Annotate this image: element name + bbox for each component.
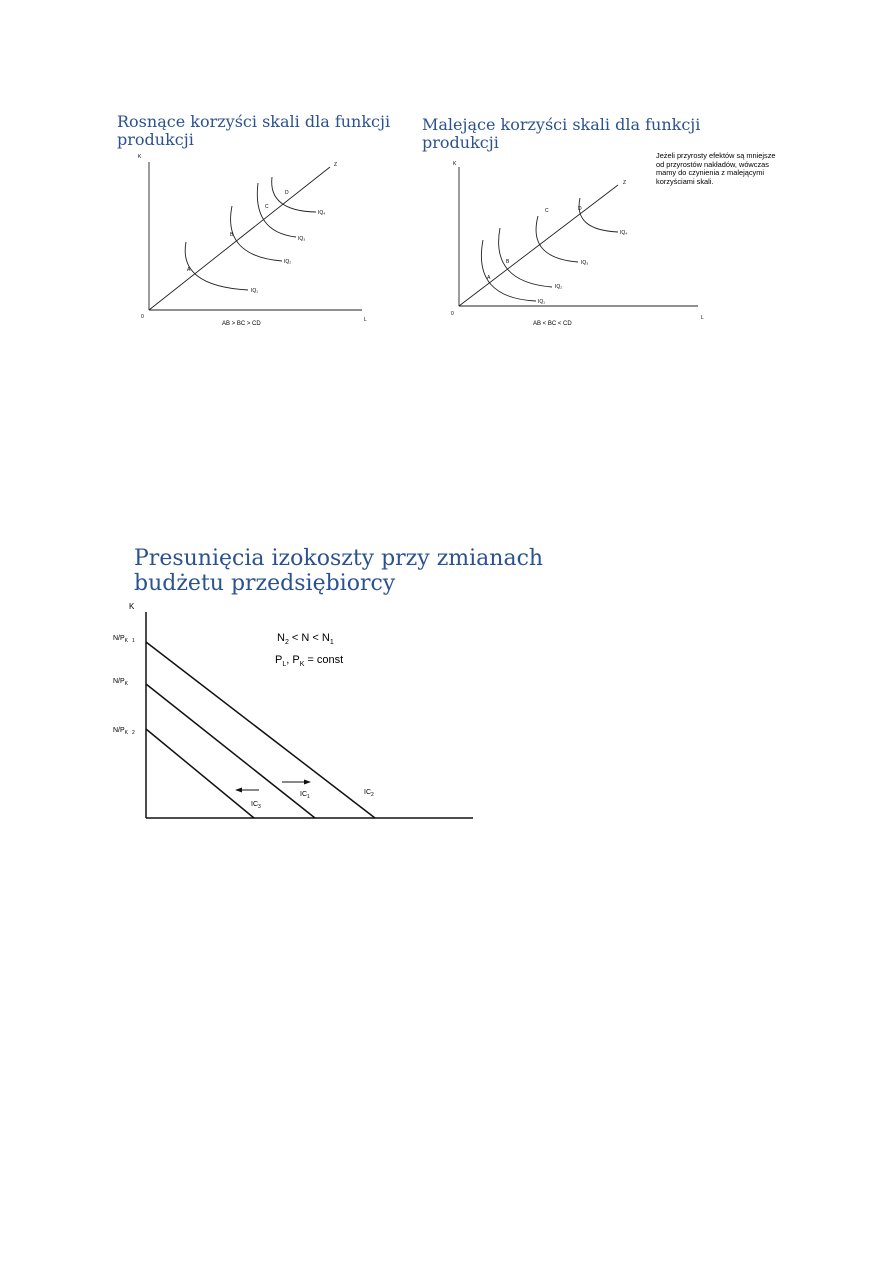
arrow-right-icon [282,780,311,785]
diagram2-origin-label: 0 [451,311,454,317]
diagram1-isoquant-2 [231,206,282,261]
diagram1-ray-label: Z [334,162,338,168]
diagram1-isoquant-label-1: IQ₁ [251,288,258,294]
diagram1-isoquant-3 [257,183,296,237]
diagram1-point-d: D [285,190,289,196]
diagram1-y-label: K [138,154,142,160]
diagram3-label-ic3: $IC_3$ [251,801,261,810]
diagram3-intercept-1: $N/P_K$ 1 [113,635,135,644]
diagram2-isoquant-label-4: IQ₄ [620,230,628,236]
diagram3-condition-budget: $N_2 < N < N_1$ [277,632,334,646]
diagram2-x-label: L [701,315,704,321]
diagram1-isoquant-label-2: IQ₂ [284,259,292,265]
diagram3-intercept: $N/P_K$ [113,678,129,687]
diagram2-y-label: K [453,161,457,167]
diagram1-isoquant-4 [272,177,316,212]
diagram1-caption: AB > BC > CD [222,321,261,327]
arrow-left-icon [235,788,259,793]
diagram1-point-a: A [187,267,191,273]
diagram2-point-a: A [487,275,491,281]
diagram1-x-label: L [364,317,367,323]
diagram3-label-ic1: $IC_1$ [300,791,310,800]
diagram1-isoquant-label-3: IQ₃ [298,236,306,242]
diagram2-title: Malejące korzyści skali dla funkcji produkcji [422,115,701,152]
diagram2-ray-label: Z [623,180,627,186]
diagram3-y-label: K [129,602,135,611]
diagram1-origin-label: 0 [141,314,144,320]
diagram2-point-c: C [545,208,549,214]
diagram3-label-ic2: $IC_2$ [364,789,374,798]
diagram3-condition-prices: $P_L$, $P_K$ = const [275,654,344,668]
diagram2-isoquant-label-1: IQ₁ [538,299,545,305]
diagram3-title: Presunięcia izokoszty przy zmianach budżetu przedsiębiorcy [134,546,544,596]
diagram2-note: Jeżeli przyrosty efektów są mniejsze od przyrostów nakładów, wówczas mamy do czynienia z malejącymi korzyściami skali. [656,151,776,187]
diagram1-title: Rosnące korzyści skali dla funkcji produkcji [117,112,391,149]
diagram2 [451,161,704,327]
diagram3-isocost-ic2 [146,642,375,818]
diagram2-isoquant-2 [499,228,552,287]
diagram2-isoquant-label-3: IQ₃ [581,260,589,266]
diagram1-point-b: B [230,232,234,238]
diagram1 [138,154,367,327]
diagram1-point-c: C [265,204,269,210]
diagram2-isoquant-4 [579,198,618,232]
diagram1-isoquant-label-4: IQ₄ [318,210,326,216]
diagram3-isocost-ic3 [146,729,254,818]
diagram2-ray-z [459,185,618,306]
diagram2-point-b: B [506,259,510,265]
diagram3 [113,602,473,818]
diagram1-isoquant-1 [185,242,248,290]
diagram3-intercept-2: $N/P_K$ 2 [113,727,135,736]
diagram2-caption: AB < BC < CD [533,321,572,327]
diagram2-isoquant-3 [536,216,578,262]
diagram2-isoquant-label-2: IQ₂ [555,284,563,290]
diagram2-point-d: D [578,206,582,212]
